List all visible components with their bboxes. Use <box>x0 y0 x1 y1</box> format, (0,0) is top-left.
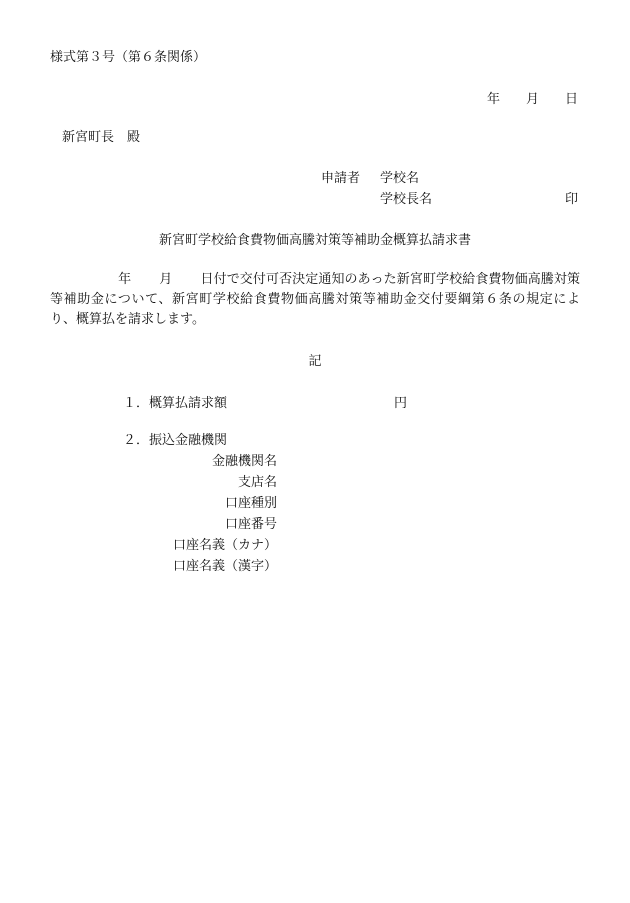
bank-name-label: 金融機関名 <box>211 454 277 469</box>
date-day-label: 日 <box>564 92 578 107</box>
body-paragraph <box>50 270 580 330</box>
account-number-label: 口座番号 <box>224 517 277 532</box>
branch-name-label: 支店名 <box>237 475 277 490</box>
date-year-label: 年 <box>486 92 500 107</box>
estimated-payment-amount-label: １．概算払請求額 <box>123 396 228 411</box>
bank-transfer-label: ２．振込金融機関 <box>123 433 228 448</box>
seal-mark: 印 <box>564 192 578 207</box>
form-number: 様式第３号（第６条関係） <box>50 50 207 65</box>
account-holder-kanji-label: 口座名義（漢字） <box>172 559 277 574</box>
date-month-label: 月 <box>525 92 539 107</box>
applicant-label: 申請者 <box>321 171 361 186</box>
account-type-label: 口座種別 <box>224 496 277 511</box>
addressee: 新宮町長 殿 <box>62 130 141 145</box>
body-year-label: 年 <box>118 272 132 287</box>
body-text: 日付で交付可否決定通知のあった新宮町学校給食費物価高騰対策等補助金について、新宮町学校給食費物価高騰対策等補助金交付要綱第６条の規定により、概算払を請求します。 <box>50 272 580 327</box>
document-title: 新宮町学校給食費物価高騰対策等補助金概算払請求書 <box>158 233 471 248</box>
body-month-label: 月 <box>159 272 173 287</box>
school-name-label: 学校名 <box>380 171 420 186</box>
ki-mark: 記 <box>308 354 322 369</box>
yen-unit: 円 <box>394 396 408 411</box>
account-holder-kana-label: 口座名義（カナ） <box>172 538 277 553</box>
date-line <box>487 92 578 108</box>
principal-name-label: 学校長名 <box>380 192 433 207</box>
